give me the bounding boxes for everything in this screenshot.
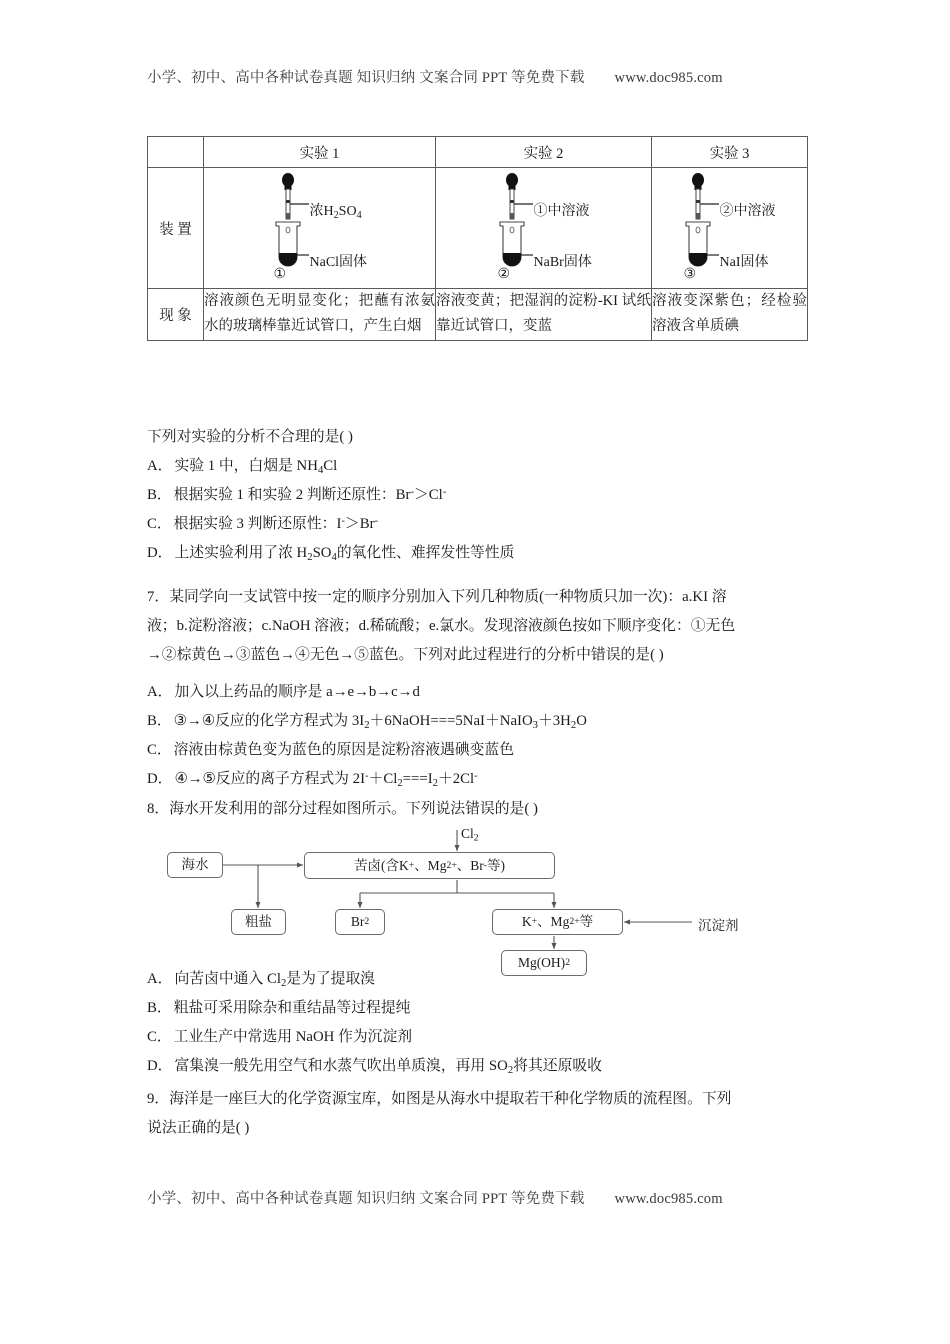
apparatus-number-2: ② xyxy=(497,267,511,282)
header-watermark xyxy=(147,66,807,87)
apparatus-bottom-label-1: NaCl固体 xyxy=(309,255,368,270)
apparatus-inner-2 xyxy=(454,173,634,285)
q7-option-c-text: 溶液由棕黄色变为蓝色的原因是淀粉溶液遇碘变蓝色 xyxy=(173,742,515,758)
q7-stem-line3: →②棕黄色→③蓝色→④无色→⑤蓝色。下列对此过程进行的分析中错误的是( ) xyxy=(147,647,664,663)
q8-stem: 8．海水开发利用的部分过程如图所示。下列说法错误的是( ) xyxy=(147,801,538,817)
q8-option-d-text: 富集溴一般先用空气和水蒸气吹出单质溴，再用 $SO_2$将其还原吸收 xyxy=(174,1058,602,1076)
watermark-text: 小学、初中、高中各种试卷真题 知识归纳 文案合同 PPT 等免费下载 xyxy=(147,70,585,86)
row-label-device: 装 置 xyxy=(148,168,204,289)
flow-label-cl2: $Cl_2$ xyxy=(461,826,479,844)
apparatus-diagram-1 xyxy=(204,169,435,287)
q7-option-c xyxy=(147,736,809,765)
apparatus-inner-3 xyxy=(640,173,820,285)
table-device-row xyxy=(148,168,808,289)
q8-option-a-text: 向苦卤中通入 $Cl_2$是为了提取溴 xyxy=(174,971,376,989)
q8-option-c xyxy=(147,1023,809,1052)
q6-option-b-text: 根据实验 1 和实验 2 判断还原性：Br-＞Cl- xyxy=(173,486,447,503)
q6-stem: 下列对实验的分析不合理的是( ) xyxy=(147,429,353,445)
q8-option-b xyxy=(147,994,809,1023)
q6-option-a-text: 实验 1 中，白烟是 $NH_4Cl$ xyxy=(174,458,338,476)
footer-watermark xyxy=(147,1187,807,1208)
q7-option-b-letter: B． xyxy=(147,713,172,729)
q7-option-a-letter: A． xyxy=(147,684,173,700)
q6-option-a xyxy=(147,452,809,482)
q6-option-d-letter: D． xyxy=(147,545,173,561)
q7-option-c-letter: C． xyxy=(147,742,172,758)
flowchart-connectors xyxy=(147,826,809,958)
table-phenomenon-row xyxy=(148,289,808,341)
phenomenon-cell-exp3: 溶液变深紫色；经检验溶液含单质碘 xyxy=(652,289,808,341)
q7-option-d xyxy=(147,765,809,795)
q8-option-c-letter: C． xyxy=(147,1029,172,1045)
phenomenon-cell-exp2: 溶液变黄；把湿润的淀粉-KI 试纸靠近试管口，变蓝 xyxy=(436,289,652,341)
q6-option-d-text: 上述实验利用了浓 $H_2SO_4$的氧化性、难挥发性等性质 xyxy=(174,545,515,563)
q8-option-c-text: 工业生产中常选用 NaOH 作为沉淀剂 xyxy=(173,1029,413,1045)
q8-option-d-letter: D． xyxy=(147,1058,173,1074)
watermark-url: www.doc985.com xyxy=(614,70,723,86)
flow-label-precipitant: 沉淀剂 xyxy=(698,918,739,933)
q8-option-a xyxy=(147,965,809,995)
q7-option-b-text: ③→④反应的化学方程式为 $3I_2+6NaOH===5NaI+NaIO_3+3H_2O$ xyxy=(173,713,587,731)
table-header-exp3: 实验 3 xyxy=(652,137,808,168)
q8-option-a-letter: A． xyxy=(147,971,173,987)
apparatus-top-label-1: 浓$H_2SO_4$ xyxy=(309,204,362,221)
flow-node-bittern: 苦卤(含K + 、Mg 2+ 、Br - 等) xyxy=(304,852,555,879)
row-label-phenomenon: 现 象 xyxy=(148,289,204,341)
flow-node-ions: K + 、Mg 2+ 等 xyxy=(492,909,623,935)
q7-option-d-text: ④→⑤反应的离子方程式为 $2I^-+Cl_2===I_2+2Cl^-$ xyxy=(174,770,478,789)
seawater-flowchart xyxy=(147,826,809,971)
q8-option-b-letter: B． xyxy=(147,1000,172,1016)
apparatus-cell-exp1 xyxy=(204,168,436,289)
apparatus-number-1: ① xyxy=(273,267,287,282)
q9-stem-line1: 9．海洋是一座巨大的化学资源宝库，如图是从海水中提取若干种化学物质的流程图。下列 xyxy=(147,1091,732,1107)
table-header-exp1: 实验 1 xyxy=(204,137,436,168)
q6-option-c-letter: C． xyxy=(147,516,172,532)
footer-watermark-text: 小学、初中、高中各种试卷真题 知识归纳 文案合同 PPT 等免费下载 xyxy=(147,1191,585,1207)
apparatus-diagram-3 xyxy=(652,169,807,287)
phenomenon-cell-exp1: 溶液颜色无明显变化；把蘸有浓氨水的玻璃棒靠近试管口，产生白烟 xyxy=(204,289,436,341)
q7-stem-line1: 7．某同学向一支试管中按一定的顺序分别加入下列几种物质(一种物质只加一次)：a.KI 溶 xyxy=(147,589,727,605)
flow-node-mgoh2: Mg(OH) 2 xyxy=(501,950,587,976)
flow-node-br2: Br 2 xyxy=(335,909,385,935)
q7-option-a xyxy=(147,678,809,707)
apparatus-diagram-2 xyxy=(436,169,651,287)
apparatus-inner-1 xyxy=(230,173,410,285)
flow-node-crude-salt: 粗盐 xyxy=(231,909,286,935)
q6-option-b-letter: B． xyxy=(147,487,172,503)
q9-stem-line2: 说法正确的是( ) xyxy=(147,1120,250,1136)
q6-option-c xyxy=(147,510,809,539)
q7-option-a-text: 加入以上药品的顺序是 a→e→b→c→d xyxy=(174,684,420,700)
q7-option-d-letter: D． xyxy=(147,771,173,787)
apparatus-bottom-label-2: NaBr固体 xyxy=(533,255,592,270)
q7-stem-line2: 液；b.淀粉溶液；c.NaOH 溶液；d.稀硫酸；e.氯水。发现溶液颜色按如下顺序变化：①无色 xyxy=(147,618,736,634)
q6-option-d xyxy=(147,539,809,569)
q8-option-b-text: 粗盐可采用除杂和重结晶等过程提纯 xyxy=(173,1000,411,1016)
footer-watermark-url: www.doc985.com xyxy=(614,1191,723,1207)
q6-option-a-letter: A． xyxy=(147,458,173,474)
q6-option-b xyxy=(147,481,809,510)
apparatus-cell-exp2 xyxy=(436,168,652,289)
apparatus-top-label-3: ②中溶液 xyxy=(719,204,776,219)
apparatus-bottom-label-3: NaI固体 xyxy=(719,255,769,270)
table-header-exp2: 实验 2 xyxy=(436,137,652,168)
q6-option-c-text: 根据实验 3 判断还原性：I-＞Br- xyxy=(173,515,379,532)
table-header-row xyxy=(148,137,808,168)
experiment-table xyxy=(147,136,808,341)
apparatus-number-3: ③ xyxy=(683,267,697,282)
apparatus-cell-exp3 xyxy=(652,168,808,289)
table-corner-cell xyxy=(148,137,204,168)
q7-option-b xyxy=(147,707,809,737)
q8-option-d xyxy=(147,1052,809,1082)
apparatus-top-label-2: ①中溶液 xyxy=(533,204,590,219)
flow-node-seawater: 海水 xyxy=(167,852,223,878)
